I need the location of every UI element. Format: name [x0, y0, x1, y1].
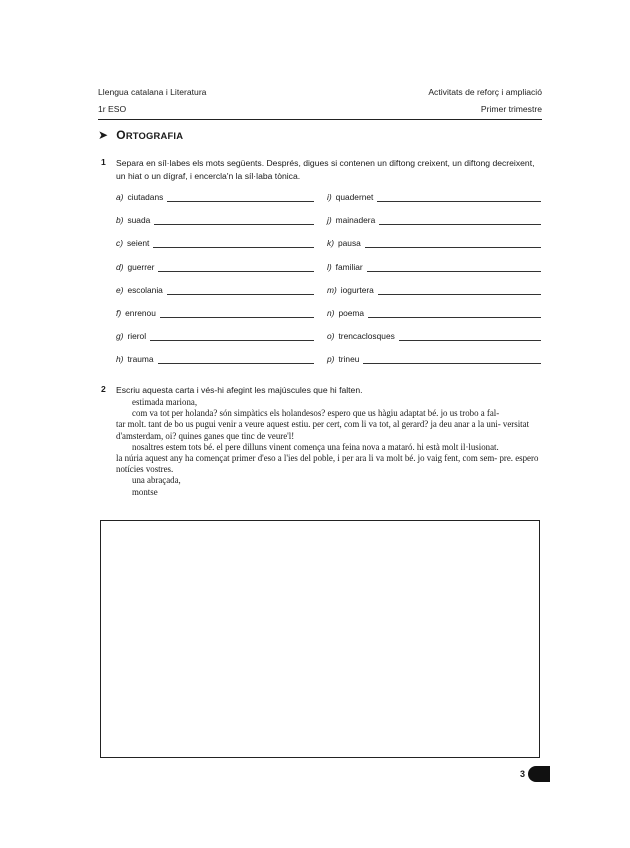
letter-paragraph-2-rest: la núria aquest any ha començat primer d'eso a l'ies del poble, i per ara li va molt bé. jo vaig fent, com sem- pre. espero notícies vostres.	[116, 453, 539, 475]
word-item	[327, 352, 541, 364]
item-word: suada	[127, 215, 151, 226]
answer-line[interactable]	[399, 331, 541, 341]
item-word: poema	[338, 308, 365, 318]
answer-line[interactable]	[368, 308, 541, 318]
item-word: quadernet	[335, 192, 374, 202]
answer-line[interactable]	[365, 238, 541, 248]
item-word: guerrer	[127, 261, 155, 272]
letter-greeting: estimada mariona,	[132, 397, 198, 407]
answer-line[interactable]	[379, 215, 541, 225]
answer-line[interactable]	[150, 331, 314, 341]
letter-paragraph-1-rest: tar molt. tant de bo us pugui venir a veure aquest estiu. per cert, com li va tot, al gerard? ja deu anar a la uni- versitat d'amsterdam, oi? quines ganes que tinc de veure'l!	[116, 419, 530, 441]
letter-body	[116, 397, 542, 498]
word-item	[116, 329, 314, 341]
page-tab-marker	[528, 766, 550, 782]
word-item	[116, 190, 314, 202]
answer-line[interactable]	[367, 262, 541, 272]
item-letter: f)	[116, 308, 122, 318]
word-item	[116, 306, 314, 318]
letter-paragraph-1-first: com va tot per holanda? són simpàtics els holandesos? espero que us hàgiu adaptat bé. jo us trobo a fal-	[132, 408, 500, 419]
word-item	[116, 236, 314, 248]
item-word: trauma	[127, 354, 154, 365]
answer-line[interactable]	[167, 192, 314, 202]
item-letter: m)	[327, 284, 337, 295]
item-letter: o)	[327, 331, 335, 342]
item-word: trineu	[338, 354, 360, 365]
answer-line[interactable]	[153, 238, 314, 248]
word-item	[327, 260, 541, 272]
item-letter: p)	[327, 354, 335, 365]
item-letter: n)	[327, 308, 335, 318]
item-letter: l)	[327, 261, 332, 272]
word-item	[116, 283, 314, 295]
item-letter: e)	[116, 284, 124, 295]
word-item	[327, 329, 541, 341]
item-letter: j)	[327, 215, 332, 226]
question-2-number: 2	[101, 384, 106, 394]
word-item	[327, 283, 541, 295]
answer-line[interactable]	[377, 192, 541, 202]
header-material: Activitats de reforç i ampliació	[428, 87, 542, 97]
answer-line[interactable]	[378, 285, 541, 295]
arrow-icon: ➤	[98, 128, 109, 142]
page-number: 3	[520, 769, 526, 779]
letter-paragraph-2-first: nosaltres estem tots bé. el pere dilluns vinent comença una feina nova a mataró. hi està molt il·lusionat.	[132, 441, 499, 452]
letter-closing: una abraçada,	[132, 475, 181, 486]
question-2-text: Escriu aquesta carta i vés-hi afegint les majúscules que hi falten.	[116, 385, 363, 395]
item-word: trencaclosques	[338, 331, 395, 342]
item-letter: a)	[116, 192, 124, 202]
answer-line[interactable]	[158, 354, 314, 364]
item-word: familiar	[335, 261, 363, 272]
word-item	[327, 213, 541, 225]
item-word: escolania	[127, 284, 163, 295]
item-letter: i)	[327, 192, 332, 202]
header-divider	[98, 119, 542, 120]
header-level: 1r ESO	[98, 104, 127, 114]
word-item	[327, 236, 541, 248]
word-item	[116, 352, 314, 364]
item-word: ciutadans	[127, 192, 164, 202]
answer-line[interactable]	[167, 285, 314, 295]
answer-line[interactable]	[154, 215, 314, 225]
answer-line[interactable]	[160, 308, 314, 318]
header-subject: Llengua catalana i Literatura	[98, 87, 207, 97]
word-item	[327, 190, 541, 202]
item-word: pausa	[337, 238, 361, 249]
answer-box[interactable]	[100, 520, 540, 758]
word-item	[116, 260, 314, 272]
item-word: seient	[126, 238, 150, 249]
question-1-number: 1	[101, 157, 106, 167]
item-word: mainadera	[335, 215, 376, 226]
word-item	[327, 306, 541, 318]
answer-line[interactable]	[158, 262, 314, 272]
header-term: Primer trimestre	[480, 104, 542, 114]
item-letter: b)	[116, 215, 124, 226]
item-letter: c)	[116, 238, 123, 249]
item-letter: k)	[327, 238, 334, 249]
question-1-text: Separa en síl·labes els mots següents. Després, digues si contenen un diftong creixent, un diftong decreixent, un hiat o un dígraf, i encercla'n la síl·laba tònica.	[116, 158, 535, 181]
section-title: ➤ ORTOGRAFIA	[98, 128, 184, 142]
item-word: rierol	[127, 331, 147, 342]
item-word: iogurtera	[340, 284, 374, 295]
item-letter: d)	[116, 261, 124, 272]
item-word: enrenou	[125, 308, 156, 318]
item-letter: h)	[116, 354, 124, 365]
answer-line[interactable]	[363, 354, 541, 364]
word-item	[116, 213, 314, 225]
item-letter: g)	[116, 331, 124, 342]
letter-signature: montse	[132, 486, 158, 497]
